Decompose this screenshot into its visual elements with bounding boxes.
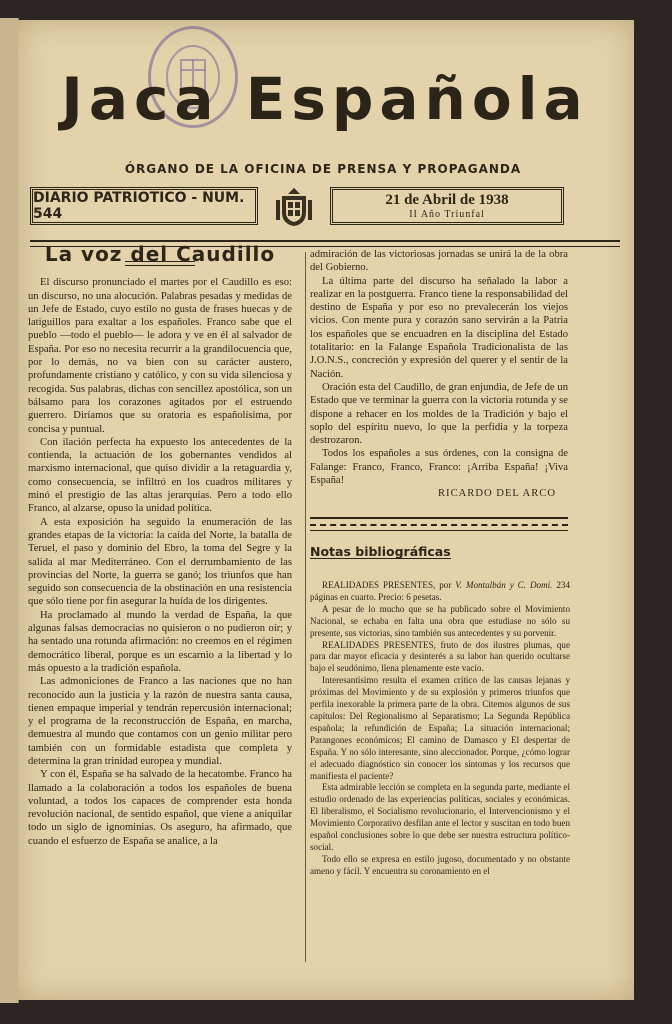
notes-paragraph: REALIDADES PRESENTES, fruto de dos ilustres plumas, que para dar mayor eficacia y desinterés a su labor han querido ocultarse bajo el seudónimo, llena plenamente este vacío. — [310, 639, 570, 674]
notes-title: Notas bibliográficas — [310, 543, 451, 559]
date-box — [330, 187, 564, 225]
notes-book-author: V. Montalbán y C. Domi. — [455, 580, 553, 590]
article-signature: RICARDO DEL ARCO — [437, 488, 556, 500]
section-divider — [310, 517, 568, 526]
article-left-column — [28, 242, 292, 848]
article-paragraph: Ha proclamado al mundo la verdad de España, la que algunas falsas democracias no quisieron o no pudieron oír; y ha sentado una rotunda afirmación: no creemos en el régimen democrático liberal, porque es un escarnio a la libertad y lo más opuesto a la tradición española. — [28, 609, 292, 674]
notes-book-details: 234 páginas en cuarto. Precio: 6 pesetas. — [310, 580, 570, 602]
article-paragraph: admiración de las victoriosas jornadas se unirá la de la obra del Gobierno. — [310, 249, 568, 274]
adjacent-page-edge — [0, 18, 19, 1003]
newspaper-subtitle: ÓRGANO DE LA OFICINA DE PRENSA Y PROPAGANDA — [124, 162, 522, 176]
notes-column — [310, 580, 570, 878]
article-paragraph: A esta exposición ha seguido la enumeración de las grandes etapas de la victoria: la caída del Norte, la batalla de Teruel, el paso y dominio del Ebro, la toma del Segre y la salida al mar Mediterráneo. Con el derrumbamiento de las provincias del Norte, la guerra se ganó; los triunfos que han seguido son consecuencia de la obstinación en una resistencia que sólo tiene por fin asegurar la huída de los dirigentes. — [28, 516, 292, 608]
newspaper-title: Jaca Española — [61, 65, 589, 133]
notes-book-title: REALIDADES PRESENTES, por — [322, 580, 452, 590]
article-right-column — [310, 248, 568, 560]
issue-date: 21 de Abril de 1938 — [385, 192, 509, 208]
issue-era: II Año Triunfal — [409, 209, 485, 220]
issue-series: DIARIO PATRIOTICO - NUM. 544 — [33, 190, 245, 222]
article-paragraph: El discurso pronunciado el martes por el Caudillo es eso: un discurso, no una alocución. Palabras pesadas y medidas de un Jefe de Estado, cuyo estilo no gusta de frases huecas y de latiguillos para exaltar a los españoles. Franco sabe que el pueblo —todo el pueblo— le adora y ve en él al salvador de España. Por eso no necesita recurrir a la grandilocuencia que, por lo demás, no va bien con su carácter austero, profundamente cristiano y católico, y con su vida silenciosa y recogida. Sus palabras, dichas con sencillez apostólica, son un bálsamo para los corazones agitados por el estruendo guerrero. Diríamos que su oratoria es españolísima, por concisa y puntual. — [28, 277, 292, 435]
article-paragraph: Oración esta del Caudillo, de gran enjundia, de Jefe de un Estado que ve terminar la guerra con la victoria rotunda y se dispone a rehacer en los moldes de la Tradición y bajo el soplo del espíritu nuevo, lo que la perfidia y la torpeza destrozaron. — [310, 381, 568, 447]
issue-number-box — [30, 187, 258, 225]
section-divider-thin — [310, 530, 568, 533]
newspaper-page — [18, 20, 634, 1000]
article-paragraph: La última parte del discurso ha señalado la labor a realizar en la postguerra. Franco tiene la responsabilidad del destino de España y por eso no prevalecerán los viejos vicios. Con mente pura y corazón sano servirán a la Patria los españoles que se encuadren en la disciplina del Estado totalitario: en la Falange Española Tradicionalista de las J.O.N.S., concreción y expresión del querer y el sentir de la Nación. — [310, 275, 568, 380]
article-headline: La voz del Caudillo — [44, 242, 276, 266]
notes-paragraph: Esta admirable lección se completa en la segunda parte, mediante el estudio ordenado de las experiencias políticas, sociales y económicas. El liberalismo, el Socialismo revolucionario, el Intervencionismo y el Movimiento Corporativo desfilan ante el lector y suscitan en todo buen español conclusiones sobre lo que debe ser nuestra estructura político-social. — [310, 782, 570, 852]
coat-of-arms-icon — [272, 185, 316, 229]
notes-paragraph: Interesantísimo resulta el examen crítico de las causas lejanas y próximas del Movimiento y de su explosión y primeros triunfos que perfila inexorable la primera parte de la obra. Citemos algunos de sus capítulos: Del Regionalismo al Separatismo; La Segunda República española; la refundición de España; La situación internacional; Parangones económicos; El camino de Damasco y El despertar de España. Y no sólo interesante, sino aleccionador. Porque, ¿cómo lograr el adecuado diagnóstico sin conocer los síntomas y los recursos que manifiesta el paciente? — [310, 675, 570, 781]
article-paragraph: Todos los españoles a sus órdenes, con la consigna de Falange: Franco, Franco, Franco: ¡Arriba España! ¡Viva España! — [310, 448, 568, 487]
article-paragraph: Las admoniciones de Franco a las naciones que no han reconocido aun la justicia y la razón de nuestra santa causa, tienen empaque imperial y tendrán repercusión internacional; y el programa de la reconstrucción de España, en marcha, demuestra al mundo que contamos con un genio militar pero también con un formidable estadista que completa y determina la gran trinidad europea y mundial. — [28, 676, 292, 767]
article-paragraph: Y con él, España se ha salvado de la hecatombe. Franco ha llamado a la colaboración a todos los españoles de buena voluntad, a todos los capaces de comprender esta honda revolución nacional, de sentido español, que viene a aniquilar todo un siglo de ignominias. Os aseguro, ha afirmado, que cuando el esfuerzo de España se analice, a la — [28, 769, 292, 847]
column-divider — [305, 252, 306, 962]
notes-paragraph: Todo ello se expresa en estilo jugoso, documentado y no obstante ameno y fácil. Y encuentra su coronamiento en el — [310, 853, 570, 876]
notes-paragraph: A pesar de lo mucho que se ha publicado sobre el Movimiento Nacional, se echaba en falta una obra que estudiase no sólo su presente, sus victorias, sino también sus antecedentes y su porvenir. — [310, 603, 570, 638]
notes-book-header — [310, 580, 570, 604]
article-paragraph: Con ilación perfecta ha expuesto los antecedentes de la contienda, la actuación de los gobernantes vendidos al marxismo internacional, que quiso dividir a la retaguardia y, como consecuencia, se infiltró en los cuadros militares y minó el prestigio de las altas jerarquías. Pero a todo ello Franco, al alzarse, opuso la unidad política. — [28, 436, 292, 515]
